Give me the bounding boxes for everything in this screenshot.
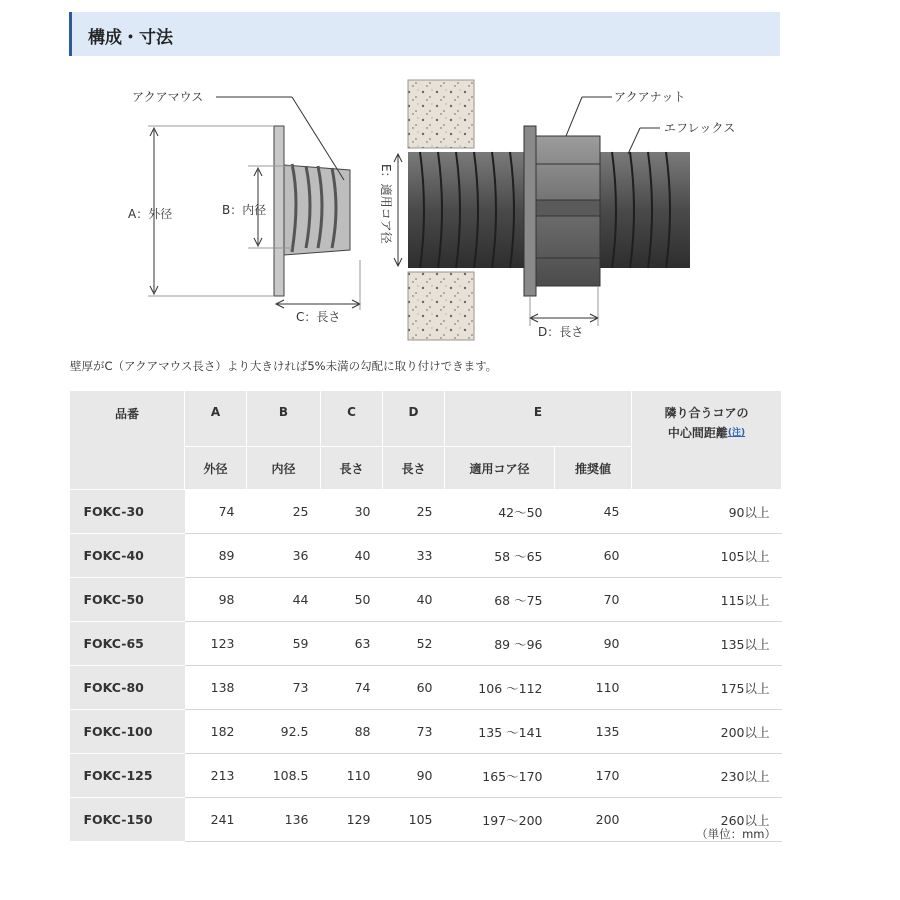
subheader-length-c: 長さ: [321, 447, 383, 490]
cell-e-recommended: 45: [555, 490, 632, 534]
dim-d-label: D：長さ: [538, 325, 584, 339]
header-model: 品番: [70, 391, 185, 490]
cell-distance: 230以上: [632, 754, 782, 798]
cell-c: 30: [321, 490, 383, 534]
header-d: D: [383, 391, 445, 447]
cell-model: FOKC-125: [70, 754, 185, 798]
cell-c: 74: [321, 666, 383, 710]
unit-label: （単位：mm）: [696, 827, 776, 841]
cell-d: 73: [383, 710, 445, 754]
cell-distance: 115以上: [632, 578, 782, 622]
aqua-nut-label: アクアナット: [614, 90, 686, 104]
wall-thickness-note: 壁厚がC（アクアマウス長さ）より大きければ5%未満の勾配に取り付けできます。: [70, 359, 498, 373]
cell-b: 25: [247, 490, 321, 534]
cell-model: FOKC-150: [70, 798, 185, 842]
cell-a: 138: [185, 666, 247, 710]
aqua-mouth-flange: [274, 126, 284, 296]
eflex-label: エフレックス: [664, 121, 736, 135]
header-a: A: [185, 391, 247, 447]
cell-b: 73: [247, 666, 321, 710]
cell-a: 241: [185, 798, 247, 842]
cell-e-recommended: 60: [555, 534, 632, 578]
subheader-length-d: 長さ: [383, 447, 445, 490]
cell-d: 52: [383, 622, 445, 666]
cell-model: FOKC-30: [70, 490, 185, 534]
cell-b: 36: [247, 534, 321, 578]
table-row: [70, 798, 782, 842]
cell-b: 59: [247, 622, 321, 666]
cell-model: FOKC-80: [70, 666, 185, 710]
cell-e-range: 165〜170: [445, 754, 555, 798]
dimension-diagram: [0, 60, 900, 350]
cell-e-range: 106 〜112: [445, 666, 555, 710]
cell-d: 25: [383, 490, 445, 534]
cell-a: 182: [185, 710, 247, 754]
cell-c: 40: [321, 534, 383, 578]
cell-b: 92.5: [247, 710, 321, 754]
cell-model: FOKC-100: [70, 710, 185, 754]
table-row: [70, 578, 782, 622]
aqua-mouth-label: アクアマウス: [132, 90, 204, 104]
cell-a: 213: [185, 754, 247, 798]
header-b: B: [247, 391, 321, 447]
cell-c: 88: [321, 710, 383, 754]
cell-e-recommended: 170: [555, 754, 632, 798]
cell-e-recommended: 70: [555, 578, 632, 622]
subheader-recommended: 推奨値: [555, 447, 632, 490]
cell-a: 74: [185, 490, 247, 534]
cell-a: 123: [185, 622, 247, 666]
cell-b: 44: [247, 578, 321, 622]
cell-c: 63: [321, 622, 383, 666]
cell-b: 108.5: [247, 754, 321, 798]
cell-e-recommended: 135: [555, 710, 632, 754]
table-row: [70, 666, 782, 710]
cell-e-range: 68 〜75: [445, 578, 555, 622]
spec-table: [69, 390, 782, 842]
cell-model: FOKC-40: [70, 534, 185, 578]
cell-e-range: 197〜200: [445, 798, 555, 842]
dim-e-label: E：適用コア径: [379, 164, 393, 244]
cell-e-recommended: 110: [555, 666, 632, 710]
dim-b-label: B：内径: [222, 203, 267, 217]
cell-e-range: 58 〜65: [445, 534, 555, 578]
cell-e-range: 89 〜96: [445, 622, 555, 666]
header-e: E: [445, 391, 632, 447]
cell-d: 90: [383, 754, 445, 798]
header-core-distance: [632, 391, 782, 490]
cell-distance: 260以上: [632, 798, 782, 842]
cell-a: 98: [185, 578, 247, 622]
cell-model: FOKC-65: [70, 622, 185, 666]
table-row: [70, 710, 782, 754]
dim-c-label: C：長さ: [296, 310, 341, 324]
subheader-outer-diameter: 外径: [185, 447, 247, 490]
cell-d: 33: [383, 534, 445, 578]
section-header: [69, 12, 780, 56]
cell-a: 89: [185, 534, 247, 578]
cell-b: 136: [247, 798, 321, 842]
cell-e-recommended: 90: [555, 622, 632, 666]
subheader-inner-diameter: 内径: [247, 447, 321, 490]
table-row: [70, 534, 782, 578]
cell-model: FOKC-50: [70, 578, 185, 622]
cell-e-range: 42〜50: [445, 490, 555, 534]
cell-d: 105: [383, 798, 445, 842]
cell-c: 129: [321, 798, 383, 842]
header-c: C: [321, 391, 383, 447]
table-row: [70, 490, 782, 534]
table-row: [70, 754, 782, 798]
section-title: 構成・寸法: [88, 28, 173, 48]
footnote-link[interactable]: (注): [727, 428, 746, 438]
cell-distance: 175以上: [632, 666, 782, 710]
cell-c: 110: [321, 754, 383, 798]
header-core-distance-line2: 中心間距離: [667, 426, 728, 440]
cell-d: 40: [383, 578, 445, 622]
cell-distance: 200以上: [632, 710, 782, 754]
wall-top: [408, 80, 474, 148]
dim-a-label: A：外径: [128, 207, 173, 221]
cell-e-range: 135 〜141: [445, 710, 555, 754]
cell-distance: 135以上: [632, 622, 782, 666]
header-core-distance-line1: 隣り合うコアの: [664, 406, 749, 420]
cell-d: 60: [383, 666, 445, 710]
table-row: [70, 622, 782, 666]
subheader-core-diameter: 適用コア径: [445, 447, 555, 490]
wall-bottom: [408, 272, 474, 340]
cell-distance: 90以上: [632, 490, 782, 534]
cell-c: 50: [321, 578, 383, 622]
cell-distance: 105以上: [632, 534, 782, 578]
aqua-nut-flange: [524, 126, 536, 296]
cell-e-recommended: 200: [555, 798, 632, 842]
